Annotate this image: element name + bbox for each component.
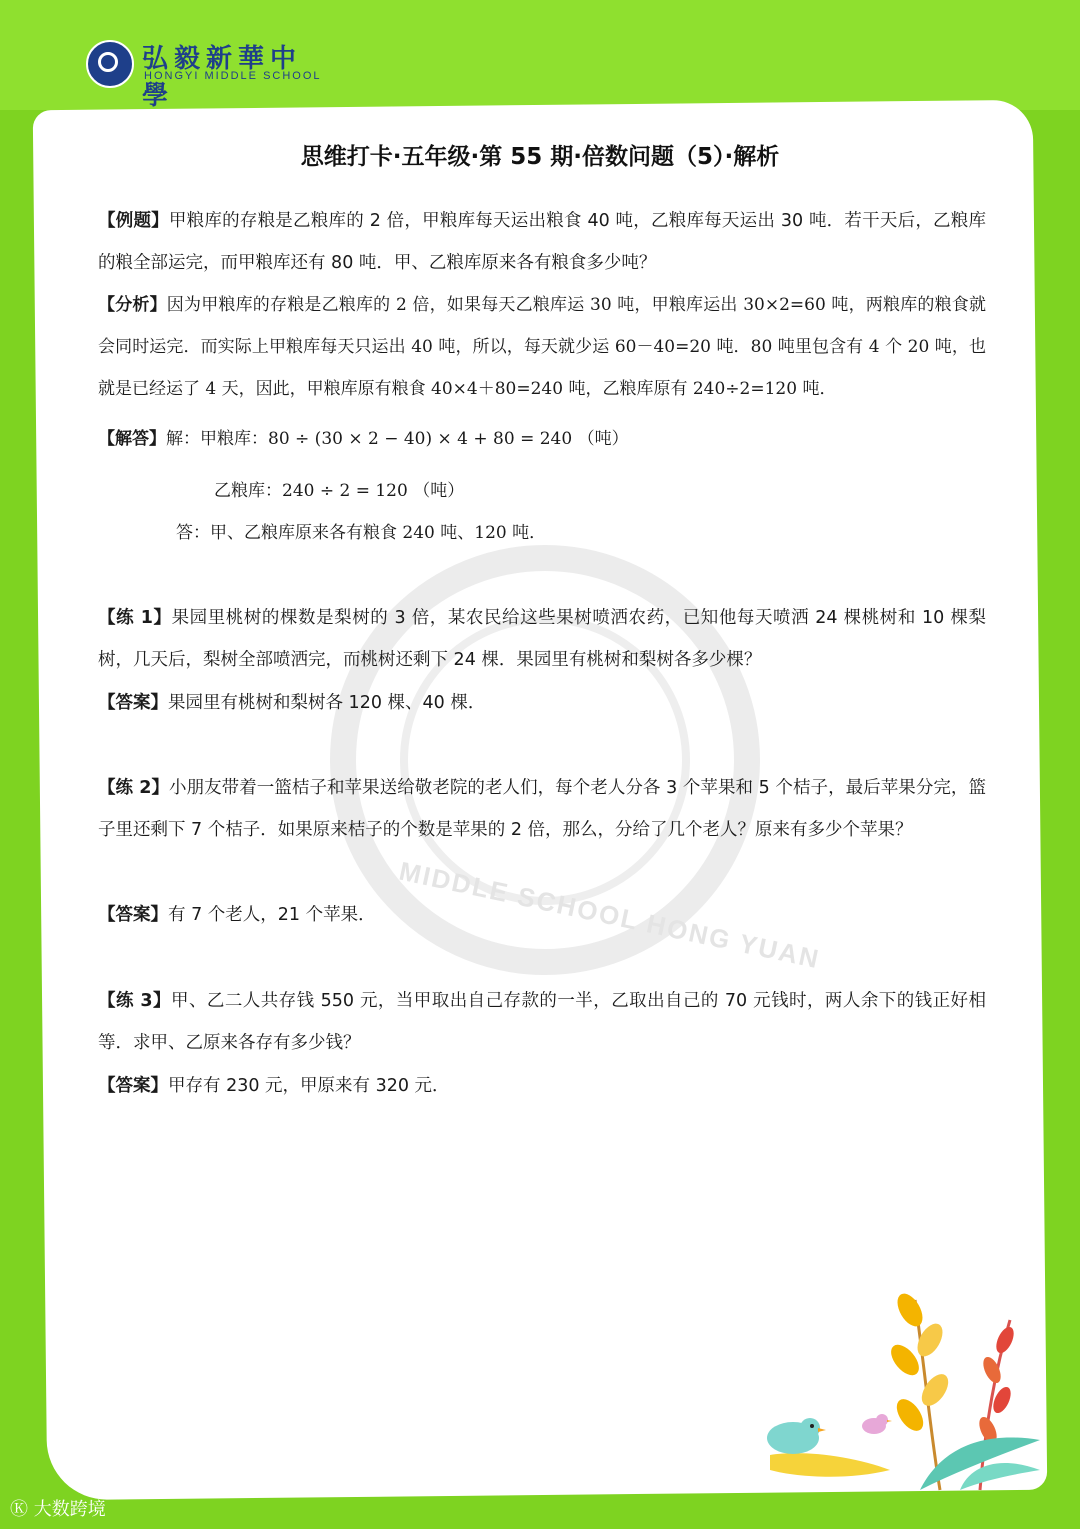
solution-answer: 答：甲、乙粮库原来各有粮食 240 吨、120 吨． xyxy=(176,523,547,543)
footer-logo-icon: Ⓚ xyxy=(10,1499,34,1520)
school-emblem-icon xyxy=(86,40,134,88)
school-logo xyxy=(86,38,326,111)
analysis-paragraph xyxy=(98,284,986,410)
practice2-paragraph xyxy=(98,767,986,851)
footer-brand: Ⓚ 大数跨境 xyxy=(10,1499,106,1520)
practice1-answer-text: 果园里有桃树和梨树各 120 棵、40 棵． xyxy=(168,693,486,713)
practice2-answer-tag: 【答案】 xyxy=(98,905,168,925)
example-tag: 【例题】 xyxy=(98,211,169,231)
practice3-answer xyxy=(98,1065,986,1107)
practice3-paragraph xyxy=(98,980,986,1064)
small-bird-icon xyxy=(858,1410,892,1438)
solution-line-1 xyxy=(98,418,986,460)
analysis-text: 因为甲粮库的存粮是乙粮库的 2 倍，如果每天乙粮库运 30 吨，甲粮库运出 30×2=60 吨，两粮库的粮食就会同时运完．而实际上甲粮库每天只运出 40 吨，所以，每天就少运 60－40=20 吨．80 吨里包含有 4 个 20 吨，也就是已经运了 4 天，因此，甲粮库原有粮食 40×4＋80=240 吨，乙粮库原有 240÷2=120 吨． xyxy=(98,295,986,399)
solution-text-1: 解：甲粮库：80 ÷ (30 × 2 − 40) × 4 + 80 = 240 （吨） xyxy=(166,429,629,449)
practice2-text: 小朋友带着一篮桔子和苹果送给敬老院的老人们，每个老人分各 3 个苹果和 5 个桔子，最后苹果分完，篮子里还剩下 7 个桔子．如果原来桔子的个数是苹果的 2 倍，那么，分给了几个老人？原来有多少个苹果？ xyxy=(98,778,986,840)
page-title: 思维打卡·五年级·第 55 期·倍数问题（5）·解析 xyxy=(300,144,780,170)
practice2-tag: 【练 2】 xyxy=(98,778,170,798)
practice2-answer-text: 有 7 个老人，21 个苹果． xyxy=(168,905,376,925)
solution-tag: 【解答】 xyxy=(98,429,166,449)
school-name-cn: 弘毅新華中學 xyxy=(142,44,303,111)
practice3-answer-text: 甲存有 230 元，甲原来有 320 元． xyxy=(168,1076,450,1096)
practice1-paragraph xyxy=(98,597,986,681)
practice3-text: 甲、乙二人共存钱 550 元，当甲取出自己存款的一半，乙取出自己的 70 元钱时，两人余下的钱正好相等．求甲、乙原来各存有多少钱？ xyxy=(98,991,986,1053)
practice3-answer-tag: 【答案】 xyxy=(98,1076,168,1096)
example-text: 甲粮库的存粮是乙粮库的 2 倍，甲粮库每天运出粮食 40 吨，乙粮库每天运出 30 吨．若干天后，乙粮库的粮全部运完，而甲粮库还有 80 吨．甲、乙粮库原来各有粮食多少吨？ xyxy=(98,211,987,273)
bird-icon xyxy=(758,1410,828,1460)
practice1-answer-tag: 【答案】 xyxy=(98,693,168,713)
solution-line-2: 乙粮库：240 ÷ 2 = 120 （吨） xyxy=(214,481,465,501)
practice3-tag: 【练 3】 xyxy=(98,991,171,1011)
watermark-text: MIDDLE SCHOOL HONG YUAN xyxy=(396,855,823,975)
school-name-en: HONGYI MIDDLE SCHOOL xyxy=(144,70,322,82)
practice1-tag: 【练 1】 xyxy=(98,608,172,628)
plant-decoration-icon xyxy=(740,1280,1060,1500)
analysis-tag: 【分析】 xyxy=(98,295,167,315)
practice1-answer xyxy=(98,682,986,724)
practice1-text: 果园里桃树的棵数是梨树的 3 倍，某农民给这些果树喷洒农药，已知他每天喷洒 24 棵桃树和 10 棵梨树，几天后，梨树全部喷洒完，而桃树还剩下 24 棵．果园里有桃树和梨树各多少棵？ xyxy=(98,608,986,670)
practice2-answer xyxy=(98,894,986,936)
example-paragraph xyxy=(98,200,986,284)
